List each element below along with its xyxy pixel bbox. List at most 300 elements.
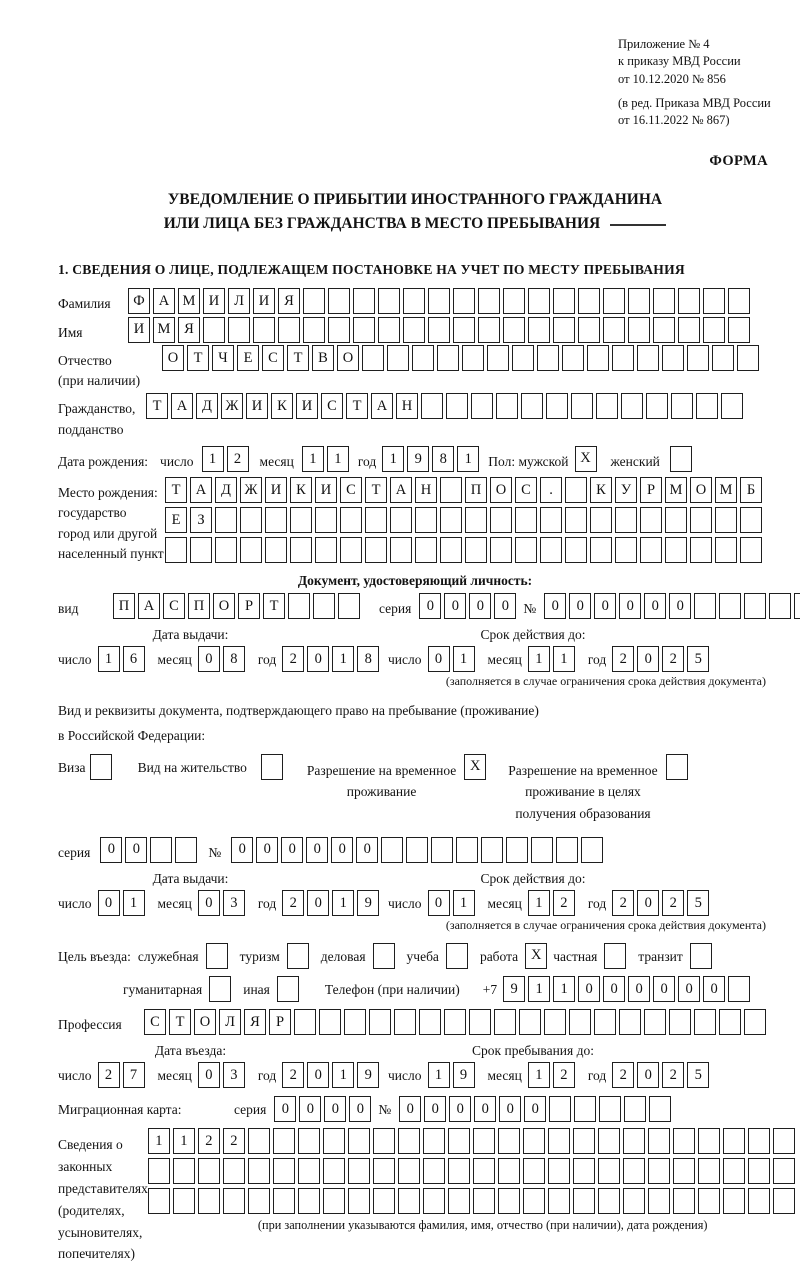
- char-cell[interactable]: М: [178, 288, 200, 314]
- char-cell[interactable]: [319, 1009, 341, 1035]
- char-cell[interactable]: [498, 1158, 520, 1184]
- char-cell[interactable]: [671, 393, 693, 419]
- char-cell[interactable]: [748, 1128, 770, 1154]
- char-cell[interactable]: 0: [125, 837, 147, 863]
- char-cell[interactable]: [669, 1009, 691, 1035]
- char-cell[interactable]: [440, 537, 462, 563]
- char-cell[interactable]: [315, 537, 337, 563]
- char-cell[interactable]: 0: [637, 890, 659, 916]
- char-cell[interactable]: 3: [223, 890, 245, 916]
- char-cell[interactable]: [523, 1158, 545, 1184]
- char-cell[interactable]: [740, 537, 762, 563]
- char-cell[interactable]: [578, 317, 600, 343]
- char-cell[interactable]: А: [171, 393, 193, 419]
- char-cell[interactable]: 2: [553, 890, 575, 916]
- char-cell[interactable]: 1: [332, 646, 354, 672]
- char-cell[interactable]: [640, 507, 662, 533]
- char-cell[interactable]: [387, 345, 409, 371]
- char-cell[interactable]: [298, 1158, 320, 1184]
- char-cell[interactable]: 0: [444, 593, 466, 619]
- char-cell[interactable]: [646, 393, 668, 419]
- char-cell[interactable]: [515, 507, 537, 533]
- char-cell[interactable]: 1: [528, 890, 550, 916]
- char-cell[interactable]: 8: [432, 446, 454, 472]
- char-cell[interactable]: 1: [98, 646, 120, 672]
- char-cell[interactable]: [303, 317, 325, 343]
- char-cell[interactable]: Р: [640, 477, 662, 503]
- char-cell[interactable]: А: [371, 393, 393, 419]
- char-cell[interactable]: [248, 1128, 270, 1154]
- char-cell[interactable]: А: [153, 288, 175, 314]
- char-cell[interactable]: [223, 1158, 245, 1184]
- purpose-commercial-checkbox[interactable]: [373, 943, 395, 969]
- char-cell[interactable]: [728, 317, 750, 343]
- char-cell[interactable]: К: [290, 477, 312, 503]
- char-cell[interactable]: [598, 1128, 620, 1154]
- char-cell[interactable]: И: [128, 317, 150, 343]
- char-cell[interactable]: Е: [165, 507, 187, 533]
- char-cell[interactable]: 0: [198, 646, 220, 672]
- char-cell[interactable]: Т: [365, 477, 387, 503]
- char-cell[interactable]: 2: [227, 446, 249, 472]
- char-cell[interactable]: 0: [349, 1096, 371, 1122]
- char-cell[interactable]: А: [390, 477, 412, 503]
- char-cell[interactable]: 0: [524, 1096, 546, 1122]
- char-cell[interactable]: 2: [612, 890, 634, 916]
- char-cell[interactable]: [481, 837, 503, 863]
- char-cell[interactable]: [415, 507, 437, 533]
- char-cell[interactable]: [248, 1188, 270, 1214]
- char-cell[interactable]: [503, 288, 525, 314]
- char-cell[interactable]: И: [253, 288, 275, 314]
- char-cell[interactable]: [615, 507, 637, 533]
- char-cell[interactable]: [719, 1009, 741, 1035]
- char-cell[interactable]: [215, 507, 237, 533]
- char-cell[interactable]: Т: [263, 593, 285, 619]
- char-cell[interactable]: [373, 1188, 395, 1214]
- char-cell[interactable]: [353, 317, 375, 343]
- char-cell[interactable]: [378, 317, 400, 343]
- char-cell[interactable]: Р: [269, 1009, 291, 1035]
- char-cell[interactable]: [623, 1188, 645, 1214]
- char-cell[interactable]: [506, 837, 528, 863]
- char-cell[interactable]: [453, 317, 475, 343]
- char-cell[interactable]: [715, 507, 737, 533]
- purpose-transit-checkbox[interactable]: [690, 943, 712, 969]
- char-cell[interactable]: 0: [231, 837, 253, 863]
- char-cell[interactable]: 1: [453, 890, 475, 916]
- char-cell[interactable]: [328, 317, 350, 343]
- char-cell[interactable]: 0: [98, 890, 120, 916]
- char-cell[interactable]: [273, 1158, 295, 1184]
- purpose-study-checkbox[interactable]: [446, 943, 468, 969]
- char-cell[interactable]: [265, 507, 287, 533]
- char-cell[interactable]: [737, 345, 759, 371]
- char-cell[interactable]: 1: [123, 890, 145, 916]
- char-cell[interactable]: Т: [146, 393, 168, 419]
- char-cell[interactable]: 9: [407, 446, 429, 472]
- char-cell[interactable]: [365, 507, 387, 533]
- char-cell[interactable]: 1: [528, 646, 550, 672]
- sex-female-checkbox[interactable]: [670, 446, 692, 472]
- purpose-tourism-checkbox[interactable]: [287, 943, 309, 969]
- char-cell[interactable]: 9: [357, 890, 379, 916]
- char-cell[interactable]: [519, 1009, 541, 1035]
- char-cell[interactable]: К: [590, 477, 612, 503]
- char-cell[interactable]: 2: [662, 646, 684, 672]
- char-cell[interactable]: [440, 507, 462, 533]
- char-cell[interactable]: [665, 537, 687, 563]
- char-cell[interactable]: И: [315, 477, 337, 503]
- char-cell[interactable]: [548, 1158, 570, 1184]
- char-cell[interactable]: [323, 1188, 345, 1214]
- char-cell[interactable]: [298, 1188, 320, 1214]
- char-cell[interactable]: М: [715, 477, 737, 503]
- char-cell[interactable]: [640, 537, 662, 563]
- char-cell[interactable]: 2: [198, 1128, 220, 1154]
- char-cell[interactable]: 5: [687, 890, 709, 916]
- char-cell[interactable]: 1: [332, 890, 354, 916]
- char-cell[interactable]: 9: [453, 1062, 475, 1088]
- char-cell[interactable]: [528, 317, 550, 343]
- char-cell[interactable]: Я: [178, 317, 200, 343]
- char-cell[interactable]: [744, 1009, 766, 1035]
- char-cell[interactable]: 1: [148, 1128, 170, 1154]
- char-cell[interactable]: [362, 345, 384, 371]
- char-cell[interactable]: Я: [278, 288, 300, 314]
- char-cell[interactable]: [173, 1188, 195, 1214]
- char-cell[interactable]: [794, 593, 800, 619]
- char-cell[interactable]: 0: [494, 593, 516, 619]
- char-cell[interactable]: [253, 317, 275, 343]
- char-cell[interactable]: [612, 345, 634, 371]
- char-cell[interactable]: [403, 317, 425, 343]
- char-cell[interactable]: 0: [619, 593, 641, 619]
- char-cell[interactable]: Я: [244, 1009, 266, 1035]
- temp-permit-edu-checkbox[interactable]: [666, 754, 688, 780]
- char-cell[interactable]: [590, 537, 612, 563]
- char-cell[interactable]: [703, 317, 725, 343]
- char-cell[interactable]: [723, 1128, 745, 1154]
- char-cell[interactable]: [487, 345, 509, 371]
- char-cell[interactable]: 0: [678, 976, 700, 1002]
- char-cell[interactable]: Т: [346, 393, 368, 419]
- char-cell[interactable]: 1: [327, 446, 349, 472]
- char-cell[interactable]: 1: [553, 976, 575, 1002]
- char-cell[interactable]: 0: [299, 1096, 321, 1122]
- char-cell[interactable]: М: [665, 477, 687, 503]
- char-cell[interactable]: [431, 837, 453, 863]
- char-cell[interactable]: [721, 393, 743, 419]
- char-cell[interactable]: П: [113, 593, 135, 619]
- char-cell[interactable]: [573, 1128, 595, 1154]
- char-cell[interactable]: [290, 507, 312, 533]
- char-cell[interactable]: [478, 317, 500, 343]
- char-cell[interactable]: 1: [453, 646, 475, 672]
- char-cell[interactable]: [521, 393, 543, 419]
- char-cell[interactable]: 0: [424, 1096, 446, 1122]
- char-cell[interactable]: У: [615, 477, 637, 503]
- char-cell[interactable]: [294, 1009, 316, 1035]
- char-cell[interactable]: [390, 537, 412, 563]
- char-cell[interactable]: 0: [469, 593, 491, 619]
- char-cell[interactable]: [581, 837, 603, 863]
- char-cell[interactable]: [546, 393, 568, 419]
- char-cell[interactable]: 0: [637, 1062, 659, 1088]
- char-cell[interactable]: 0: [307, 1062, 329, 1088]
- char-cell[interactable]: 1: [332, 1062, 354, 1088]
- char-cell[interactable]: Т: [287, 345, 309, 371]
- char-cell[interactable]: [473, 1128, 495, 1154]
- char-cell[interactable]: [471, 393, 493, 419]
- char-cell[interactable]: С: [340, 477, 362, 503]
- char-cell[interactable]: [523, 1188, 545, 1214]
- char-cell[interactable]: [490, 537, 512, 563]
- char-cell[interactable]: [456, 837, 478, 863]
- char-cell[interactable]: 0: [100, 837, 122, 863]
- char-cell[interactable]: 2: [612, 646, 634, 672]
- residence-checkbox[interactable]: [261, 754, 283, 780]
- char-cell[interactable]: [698, 1188, 720, 1214]
- char-cell[interactable]: [403, 288, 425, 314]
- char-cell[interactable]: 0: [628, 976, 650, 1002]
- char-cell[interactable]: 2: [662, 1062, 684, 1088]
- char-cell[interactable]: 2: [282, 646, 304, 672]
- char-cell[interactable]: [378, 288, 400, 314]
- char-cell[interactable]: [573, 1188, 595, 1214]
- char-cell[interactable]: [573, 1158, 595, 1184]
- char-cell[interactable]: [340, 507, 362, 533]
- char-cell[interactable]: 6: [123, 646, 145, 672]
- char-cell[interactable]: [723, 1158, 745, 1184]
- char-cell[interactable]: [440, 477, 462, 503]
- char-cell[interactable]: [712, 345, 734, 371]
- char-cell[interactable]: С: [163, 593, 185, 619]
- char-cell[interactable]: 2: [553, 1062, 575, 1088]
- char-cell[interactable]: П: [465, 477, 487, 503]
- char-cell[interactable]: [173, 1158, 195, 1184]
- char-cell[interactable]: [537, 345, 559, 371]
- char-cell[interactable]: [240, 537, 262, 563]
- char-cell[interactable]: Ж: [240, 477, 262, 503]
- char-cell[interactable]: [594, 1009, 616, 1035]
- char-cell[interactable]: 0: [356, 837, 378, 863]
- char-cell[interactable]: [228, 317, 250, 343]
- char-cell[interactable]: [303, 288, 325, 314]
- char-cell[interactable]: Л: [219, 1009, 241, 1035]
- char-cell[interactable]: [165, 537, 187, 563]
- char-cell[interactable]: И: [203, 288, 225, 314]
- char-cell[interactable]: 2: [612, 1062, 634, 1088]
- char-cell[interactable]: [446, 393, 468, 419]
- char-cell[interactable]: [278, 317, 300, 343]
- char-cell[interactable]: [619, 1009, 641, 1035]
- char-cell[interactable]: [553, 317, 575, 343]
- char-cell[interactable]: [623, 1128, 645, 1154]
- char-cell[interactable]: [428, 317, 450, 343]
- char-cell[interactable]: [603, 288, 625, 314]
- char-cell[interactable]: [465, 537, 487, 563]
- char-cell[interactable]: [565, 477, 587, 503]
- char-cell[interactable]: [265, 537, 287, 563]
- char-cell[interactable]: Н: [415, 477, 437, 503]
- char-cell[interactable]: 0: [703, 976, 725, 1002]
- char-cell[interactable]: 8: [223, 646, 245, 672]
- char-cell[interactable]: А: [138, 593, 160, 619]
- char-cell[interactable]: 0: [307, 646, 329, 672]
- char-cell[interactable]: [603, 317, 625, 343]
- char-cell[interactable]: [574, 1096, 596, 1122]
- char-cell[interactable]: 0: [578, 976, 600, 1002]
- char-cell[interactable]: 1: [302, 446, 324, 472]
- char-cell[interactable]: 0: [256, 837, 278, 863]
- char-cell[interactable]: [565, 537, 587, 563]
- purpose-other-checkbox[interactable]: [277, 976, 299, 1002]
- char-cell[interactable]: [698, 1158, 720, 1184]
- char-cell[interactable]: [687, 345, 709, 371]
- char-cell[interactable]: [496, 393, 518, 419]
- char-cell[interactable]: [662, 345, 684, 371]
- sex-male-checkbox[interactable]: X: [575, 446, 597, 472]
- char-cell[interactable]: [649, 1096, 671, 1122]
- char-cell[interactable]: [394, 1009, 416, 1035]
- char-cell[interactable]: 0: [603, 976, 625, 1002]
- char-cell[interactable]: [773, 1158, 795, 1184]
- char-cell[interactable]: [673, 1158, 695, 1184]
- char-cell[interactable]: [344, 1009, 366, 1035]
- char-cell[interactable]: 1: [528, 1062, 550, 1088]
- char-cell[interactable]: [544, 1009, 566, 1035]
- char-cell[interactable]: [428, 288, 450, 314]
- char-cell[interactable]: 1: [202, 446, 224, 472]
- char-cell[interactable]: 0: [474, 1096, 496, 1122]
- char-cell[interactable]: [587, 345, 609, 371]
- char-cell[interactable]: 0: [198, 1062, 220, 1088]
- char-cell[interactable]: 0: [198, 890, 220, 916]
- char-cell[interactable]: [748, 1158, 770, 1184]
- char-cell[interactable]: [637, 345, 659, 371]
- char-cell[interactable]: [648, 1188, 670, 1214]
- char-cell[interactable]: Ч: [212, 345, 234, 371]
- char-cell[interactable]: [540, 537, 562, 563]
- char-cell[interactable]: [703, 288, 725, 314]
- char-cell[interactable]: 1: [173, 1128, 195, 1154]
- char-cell[interactable]: [223, 1188, 245, 1214]
- char-cell[interactable]: [623, 1158, 645, 1184]
- char-cell[interactable]: [448, 1188, 470, 1214]
- char-cell[interactable]: [728, 976, 750, 1002]
- char-cell[interactable]: 1: [428, 1062, 450, 1088]
- char-cell[interactable]: С: [262, 345, 284, 371]
- char-cell[interactable]: Л: [228, 288, 250, 314]
- char-cell[interactable]: [556, 837, 578, 863]
- char-cell[interactable]: [462, 345, 484, 371]
- char-cell[interactable]: [290, 537, 312, 563]
- char-cell[interactable]: [381, 837, 403, 863]
- char-cell[interactable]: [365, 537, 387, 563]
- char-cell[interactable]: 2: [98, 1062, 120, 1088]
- char-cell[interactable]: [694, 1009, 716, 1035]
- char-cell[interactable]: 0: [324, 1096, 346, 1122]
- char-cell[interactable]: 5: [687, 646, 709, 672]
- char-cell[interactable]: [769, 593, 791, 619]
- char-cell[interactable]: [528, 288, 550, 314]
- char-cell[interactable]: Е: [237, 345, 259, 371]
- char-cell[interactable]: 2: [282, 1062, 304, 1088]
- char-cell[interactable]: [615, 537, 637, 563]
- purpose-business-checkbox[interactable]: [206, 943, 228, 969]
- char-cell[interactable]: [719, 593, 741, 619]
- char-cell[interactable]: [373, 1128, 395, 1154]
- char-cell[interactable]: [215, 537, 237, 563]
- char-cell[interactable]: 0: [428, 890, 450, 916]
- char-cell[interactable]: Б: [740, 477, 762, 503]
- char-cell[interactable]: 0: [306, 837, 328, 863]
- purpose-humanitarian-checkbox[interactable]: [209, 976, 231, 1002]
- char-cell[interactable]: [398, 1128, 420, 1154]
- char-cell[interactable]: [773, 1188, 795, 1214]
- char-cell[interactable]: [340, 537, 362, 563]
- char-cell[interactable]: Н: [396, 393, 418, 419]
- char-cell[interactable]: [628, 288, 650, 314]
- char-cell[interactable]: 0: [428, 646, 450, 672]
- char-cell[interactable]: [398, 1188, 420, 1214]
- char-cell[interactable]: [203, 317, 225, 343]
- char-cell[interactable]: 0: [544, 593, 566, 619]
- char-cell[interactable]: [315, 507, 337, 533]
- char-cell[interactable]: 5: [687, 1062, 709, 1088]
- char-cell[interactable]: 2: [662, 890, 684, 916]
- char-cell[interactable]: [448, 1158, 470, 1184]
- char-cell[interactable]: [148, 1158, 170, 1184]
- char-cell[interactable]: Т: [165, 477, 187, 503]
- char-cell[interactable]: [598, 1158, 620, 1184]
- char-cell[interactable]: [273, 1128, 295, 1154]
- char-cell[interactable]: [553, 288, 575, 314]
- char-cell[interactable]: 0: [274, 1096, 296, 1122]
- char-cell[interactable]: 8: [357, 646, 379, 672]
- char-cell[interactable]: О: [162, 345, 184, 371]
- char-cell[interactable]: Д: [196, 393, 218, 419]
- char-cell[interactable]: [740, 507, 762, 533]
- char-cell[interactable]: [498, 1128, 520, 1154]
- char-cell[interactable]: С: [321, 393, 343, 419]
- char-cell[interactable]: [338, 593, 360, 619]
- char-cell[interactable]: К: [271, 393, 293, 419]
- char-cell[interactable]: О: [194, 1009, 216, 1035]
- char-cell[interactable]: [198, 1188, 220, 1214]
- char-cell[interactable]: [198, 1158, 220, 1184]
- char-cell[interactable]: [148, 1188, 170, 1214]
- char-cell[interactable]: [423, 1128, 445, 1154]
- char-cell[interactable]: 7: [123, 1062, 145, 1088]
- char-cell[interactable]: [175, 837, 197, 863]
- char-cell[interactable]: [423, 1158, 445, 1184]
- char-cell[interactable]: С: [515, 477, 537, 503]
- char-cell[interactable]: [512, 345, 534, 371]
- char-cell[interactable]: [190, 537, 212, 563]
- char-cell[interactable]: [369, 1009, 391, 1035]
- char-cell[interactable]: [494, 1009, 516, 1035]
- char-cell[interactable]: [313, 593, 335, 619]
- char-cell[interactable]: [437, 345, 459, 371]
- char-cell[interactable]: [423, 1188, 445, 1214]
- char-cell[interactable]: 2: [223, 1128, 245, 1154]
- char-cell[interactable]: [298, 1128, 320, 1154]
- char-cell[interactable]: [373, 1158, 395, 1184]
- char-cell[interactable]: [248, 1158, 270, 1184]
- char-cell[interactable]: [696, 393, 718, 419]
